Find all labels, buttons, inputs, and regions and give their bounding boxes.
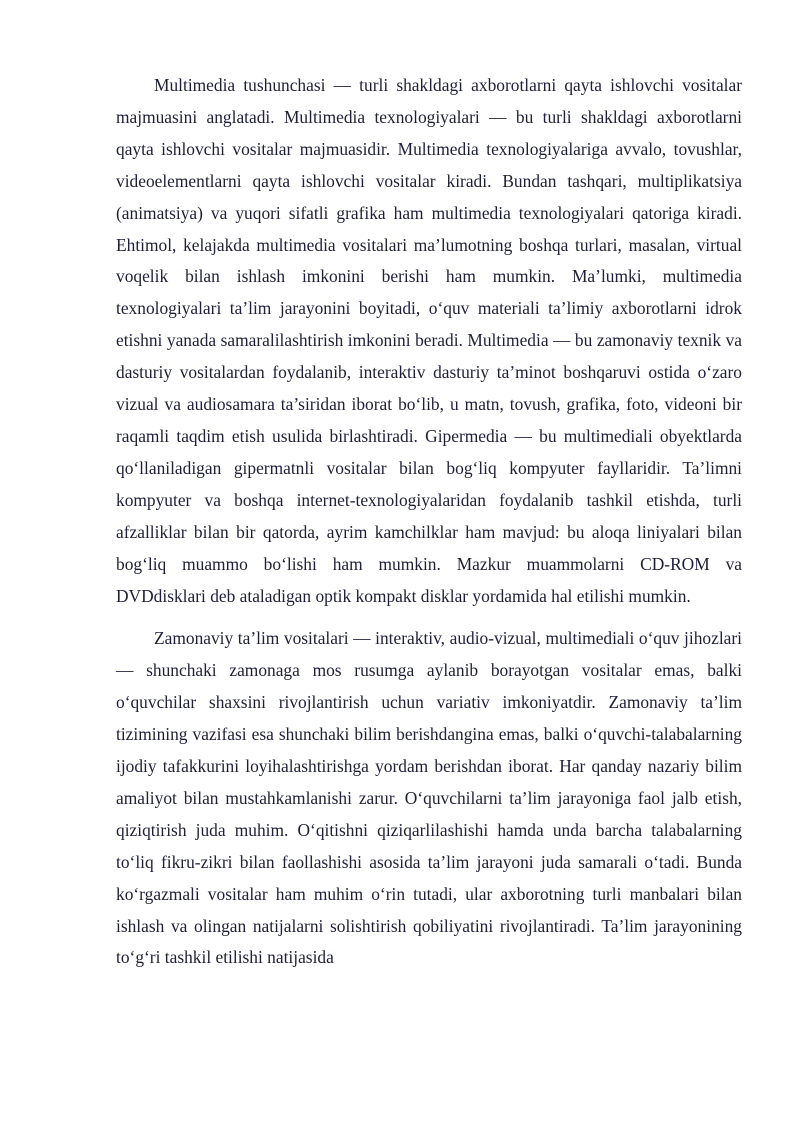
paragraph-multimedia-definition: Multimedia tushunchasi — turli shakldagi axborotlarni qayta ishlovchi vositalar majmuasini anglatadi. Multimedia texnologiyalari — bu turli shakldagi axborotlarni qayta ishlovchi vositalar majmuasidir. Multimedia texnologiyalariga avvalo, tovushlar, videoelementlarni qayta ishlovchi vositalar kiradi. Bundan tashqari, multiplikatsiya (animatsiya) va yuqori sifatli grafika ham multimedia texnologiyalari qatoriga kiradi. Ehtimol, kelajakda multimedia vositalari ma’lumotning boshqa turlari, masalan, virtual voqelik bilan ishlash imkonini berishi ham mumkin. Ma’lumki, multimedia texnologiyalari ta’lim jarayonini boyitadi, o‘quv materiali ta’limiy axborotlarni idrok etishni yanada samaralilashtirish imkonini beradi. Multimedia — bu zamonaviy texnik va dasturiy vositalardan foydalanib, interaktiv dasturiy ta’minot boshqaruvi ostida o‘zaro vizual va audiosamara ta’siridan iborat bo‘lib, u matn, tovush, grafika, foto, videoni bir raqamli taqdim etish usulida birlashtiradi. Gipermedia — bu multimediali obyektlarda qo‘llaniladigan gipermatnli vositalar bilan bog‘liq kompyuter fayllaridir. Ta’limni kompyuter va boshqa internet-texnologiyalaridan foydalanib tashkil etishda, turli afzalliklar bilan bir qatorda, ayrim kamchilklar ham mavjud: bu aloqa liniyalari bilan bog‘liq muammo bo‘lishi ham mumkin. Mazkur muammolarni CD-ROM va DVDdisklari deb ataladigan optik kompakt disklar yordamida hal etilishi mumkin. — [116, 75, 742, 606]
paragraph-modern-education-tools: Zamonaviy ta’lim vositalari — interaktiv, audio-vizual, multimediali o‘quv jihozlari — shunchaki zamonaga mos rusumga aylanib borayotgan vositalar emas, balki o‘quvchilar shaxsini rivojlantirish uchun variativ imkoniyatdir. Zamonaviy ta’lim tizimining vazifasi esa shunchaki bilim berishdangina emas, balki o‘quvchi-talabalarning ijodiy tafakkurini loyihalashtirishga yordam berishdan iborat. Har qanday nazariy bilim amaliyot bilan mustahkamlanishi zarur. O‘quvchilarni ta’lim jarayoniga faol jalb etish, qiziqtirish juda muhim. O‘qitishni qiziqarlilashishi hamda unda barcha talabalarning to‘liq fikru-zikri bilan faollashishi asosida ta’lim jarayoni juda samarali o‘tadi. Bunda ko‘rgazmali vositalar ham muhim o‘rin tutadi, ular axborotning turli manbalari bilan ishlash va olingan natijalarni solishtirish qobiliyatini rivojlantiradi. Ta’lim jarayonining to‘g‘ri tashkil etilishi natijasida — [116, 628, 742, 968]
body-text — [116, 70, 742, 974]
